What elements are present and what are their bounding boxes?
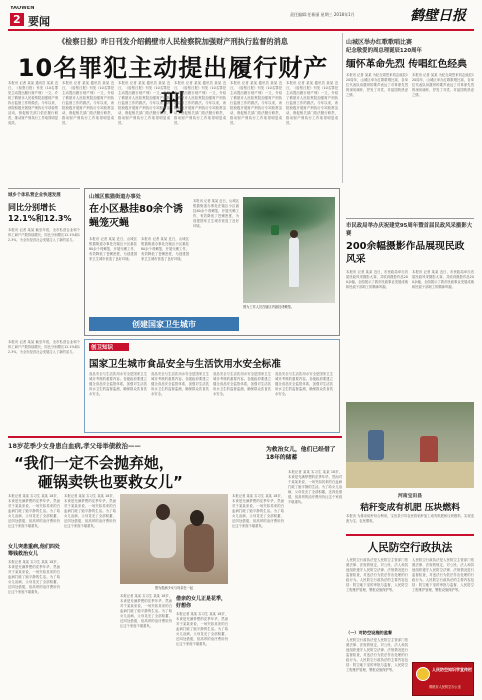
defense-headline: 人民防空行政执法 bbox=[367, 542, 453, 554]
patient-head bbox=[156, 504, 170, 520]
farm-worker-2 bbox=[420, 436, 438, 464]
lead-body-col2: 本报讯 记者 某某 通讯员 某某 近日，《检察日报》刊发《10名罪犯主动提出履行财产刑》一文，介绍了鹤壁市人民检察院加强财产刑执行监督工作的做法。今年以来，该院积极开展财产刑执行专项检察活动，督促相关部门依法履行职责，推动财产刑执行工作取得明显成效。 bbox=[62, 81, 114, 125]
patient-figure bbox=[150, 518, 176, 558]
lead-story bbox=[8, 33, 338, 183]
bottom-kicker: 18岁花季少女身患白血病,孝父母举债救治—— bbox=[8, 442, 141, 450]
bottom-body-col1: 本报记者 某某 实习生 某某 18岁，本该是充满梦想的花季年华，然而对于某某来说，一场突如其来的白血病打破了她平静的生活。为了给女儿治病，父母花光了全部积蓄，还四处借债，但高昂的治疗费用仍让这个家庭不堪重负。 bbox=[8, 494, 60, 528]
lead-headline: 10名罪犯主动提出履行财产刑 bbox=[17, 54, 329, 117]
right-top-body-col1: 本报讯 记者 某某 为纪念周恩来同志诞辰120周年，山城区举办红歌歌唱比赛，各单位代表队用激昂的歌声表达了对革命先烈的深切缅怀，抒发了对党、对祖国的热爱之情。 bbox=[346, 73, 408, 97]
wall-body-col3: 本报讯 记者 某某 近日，山城区熊猫街道办事处在辖区小区悬挂80余个诱蝇笼，开展灭蝇工作，有效降低了苍蝇密度，为创建国家卫生城市营造了良好环境。 bbox=[193, 199, 239, 228]
bottom-photo-caption: 图为患病少女与母亲在一起 bbox=[154, 586, 194, 590]
defense-section-1: （一）对防空设施的监督 bbox=[346, 630, 393, 635]
right-top-body-col2: 本报讯 记者 某某 为纪念周恩来同志诞辰120周年，山城区举办红歌歌唱比赛，各单位代表队用激昂的歌声表达了对革命先烈的深切缅怀，抒发了对党、对祖国的热爱之情。 bbox=[412, 73, 474, 97]
lead-body-col1: 本报讯 记者 某某 通讯员 某某 近日，《检察日报》刊发《10名罪犯主动提出履行财产刑》一文，介绍了鹤壁市人民检察院加强财产刑执行监督工作的做法。今年以来，该院积极开展财产刑执行专项检察活动，督促相关部门依法履行职责，推动财产刑执行工作取得明显成效。 bbox=[8, 81, 58, 125]
bottom-body-col3: 本报记者 某某 实习生 某某 18岁，本该是充满梦想的花季年华，然而对于某某来说，一场突如其来的白血病打破了她平静的生活。为了给女儿治病，父母花光了全部积蓄，还四处借债，但高昂的治疗费用仍让这个家庭不堪重负。 bbox=[120, 594, 172, 628]
bottom-headline-2: 砸锅卖铁也要救女儿” bbox=[38, 473, 183, 491]
hygiene-body-col1: 食品安全与生活饮用水安全是国家卫生城市考核的重要内容。各级政府要建立健全食品安全监管体系，加强对生活饮用水卫生的监督监测，确保群众饮食饮水安全。 bbox=[89, 372, 147, 396]
paper-name: 鹤壁日报 bbox=[410, 8, 466, 24]
farm-kicker: 河南宝田县 bbox=[398, 494, 422, 499]
farm-story bbox=[346, 402, 474, 532]
farm-photo bbox=[346, 402, 474, 488]
bottom-photo bbox=[120, 494, 228, 584]
growth-story bbox=[8, 188, 80, 338]
wall-body-col1: 本报讯 记者 某某 近日，山城区熊猫街道办事处在辖区小区悬挂80余个诱蝇笼，开展灭蝇工作，有效降低了苍蝇密度，为创建国家卫生城市营造了良好环境。 bbox=[89, 237, 137, 261]
worker-figure bbox=[289, 237, 299, 287]
lead-body-col5: 本报讯 记者 某某 通讯员 某某 近日，《检察日报》刊发《10名罪犯主动提出履行财产刑》一文，介绍了鹤壁市人民检察院加强财产刑执行监督工作的做法。今年以来，该院积极开展财产刑执行专项检察活动，督促相关部门依法履行职责，推动财产刑执行工作取得明显成效。 bbox=[230, 81, 282, 125]
poster-sub: 鹤壁市人民防空办公室 bbox=[429, 685, 461, 689]
banner-text: 创建国家卫生城市 bbox=[132, 320, 196, 329]
column-divider bbox=[342, 33, 343, 183]
hygiene-body-col4: 食品安全与生活饮用水安全是国家卫生城市考核的重要内容。各级政府要建立健全食品安全监管体系，加强对生活饮用水卫生的监督监测，确保群众饮食饮水安全。 bbox=[275, 372, 333, 396]
poster-emblem bbox=[416, 667, 430, 681]
bottom-body-col6: 本报记者 某某 实习生 某某 18岁，本该是充满梦想的花季年华，然而对于某某来说，一场突如其来的白血病打破了她平静的生活。为了给女儿治病，父母花光了全部积蓄，还四处借债，但高昂的治疗费用仍让这个家庭不堪重负。 bbox=[288, 470, 342, 504]
mother-figure bbox=[184, 524, 214, 572]
farm-headline: 秸秆变成有机肥 压块燃料 bbox=[360, 503, 460, 513]
lead-body-col4: 本报讯 记者 某某 通讯员 某某 近日，《检察日报》刊发《10名罪犯主动提出履行财产刑》一文，介绍了鹤壁市人民检察院加强财产刑执行监督工作的做法。今年以来，该院积极开展财产刑执行专项检察活动，督促相关部门依法履行职责，推动财产刑执行工作取得明显成效。 bbox=[174, 81, 226, 125]
growth-kicker: 城乡个体私营企业快速发展 bbox=[8, 193, 61, 198]
logo-small: YAOWEN bbox=[10, 6, 35, 11]
hygiene-body-col3: 食品安全与生活饮用水安全是国家卫生城市考核的重要内容。各级政府要建立健全食品安全监管体系，加强对生活饮用水卫生的监督监测，确保群众饮食饮水安全。 bbox=[213, 372, 271, 396]
hygiene-body-col2: 食品安全与生活饮用水安全是国家卫生城市考核的重要内容。各级政府要建立健全食品安全监管体系，加强对生活饮用水卫生的监督监测，确保群众饮食饮水安全。 bbox=[151, 372, 209, 396]
fly-trap bbox=[271, 225, 279, 235]
growth-body: 本报讯 记者 某某 截至年底，全市私营企业和个体工商户户数持续增长，同比分别增长12.1%和12.3%，为全市经济社会发展注入了新的活力。 bbox=[8, 228, 80, 242]
bottom-subhead-2: 借亲的女儿正是花季，好想你 bbox=[176, 596, 227, 609]
bottom-body-col5: 本报记者 某某 实习生 某某 18岁，本该是充满梦想的花季年华，然而对于某某来说，一场突如其来的白血病打破了她平静的生活。为了给女儿治病，父母花光了全部积蓄，还四处借债，但高昂的治疗费用仍让这个家庭不堪重负。 bbox=[232, 494, 284, 528]
right-top-story bbox=[346, 33, 474, 213]
tree-shape bbox=[243, 197, 335, 237]
wall-banner bbox=[89, 317, 239, 331]
bottom-body-col2: 本报记者 某某 实习生 某某 18岁，本该是充满梦想的花季年华，然而对于某某来说，一场突如其来的白血病打破了她平静的生活。为了给女儿治病，父母花光了全部积蓄，还四处借债，但高昂的治疗费用仍让这个家庭不堪重负。 bbox=[64, 494, 116, 528]
date-line: 责任编辑:任新丽 星期三 2018年1月 bbox=[290, 12, 355, 17]
bottom-subhead-1: 女儿突患重病,他们四处筹钱救治女儿 bbox=[8, 544, 60, 557]
mother-head bbox=[190, 510, 204, 526]
lead-body-col6: 本报讯 记者 某某 通讯员 某某 近日，《检察日报》刊发《10名罪犯主动提出履行财产刑》一文，介绍了鹤壁市人民检察院加强财产刑执行监督工作的做法。今年以来，该院积极开展财产刑执行专项检察活动，督促相关部门依法履行职责，推动财产刑执行工作取得明显成效。 bbox=[286, 81, 338, 125]
right-top-headline: 缅怀革命先烈 传唱红色经典 bbox=[346, 59, 467, 70]
worker-head bbox=[290, 230, 298, 238]
lead-kicker: 《检察日报》昨日刊发介绍鹤壁市人民检察院加强财产刑执行监督的消息 bbox=[57, 37, 288, 46]
masthead bbox=[0, 0, 482, 30]
wall-photo-caption: 图为工作人员在辖区内悬挂诱蝇笼。 bbox=[243, 305, 294, 309]
defense-poster bbox=[412, 662, 474, 696]
right-middle-body-col1: 本报讯 记者 某某 近日，市民政局举办首届民政风采摄影大赛，共收到摄影作品200余幅，全面展示了我市民政事业发展成就和民政干部职工的精神风貌。 bbox=[346, 270, 408, 289]
straw-pile bbox=[346, 462, 474, 488]
bottom-body-col1b: 本报记者 某某 实习生 某某 18岁，本该是充满梦想的花季年华，然而对于某某来说，一场突如其来的白血病打破了她平静的生活。为了给女儿治病，父母花光了全部积蓄，还四处借债，但高昂的治疗费用仍让这个家庭不堪重负。 bbox=[8, 560, 60, 594]
hygiene-tag: 创卫知识 bbox=[91, 345, 114, 351]
right-middle-story bbox=[346, 218, 474, 400]
wall-kicker: 山城区熊猫街道办事处 bbox=[89, 194, 141, 200]
bottom-headline-1: “我们一定不会抛弃她， bbox=[14, 454, 174, 472]
wall-headline: 在小区悬挂80余个诱蝇笼灭蝇 bbox=[89, 204, 183, 229]
defense-section bbox=[346, 534, 474, 698]
defense-body-col2: 人民防空行政执法是人民防空主管部门依照法律、法规的规定，对公民、法人和其他组织遵守人民防空法律、法规情况进行监督检查，对违法行为依法作出处理的行政行为。人民防空行政执法的主要内容包括：防空地下室的审批与监督，人民防空工程维护管理，警报设施保护等。 bbox=[412, 558, 474, 592]
right-middle-body-col2: 本报讯 记者 某某 近日，市民政局举办首届民政风采摄影大赛，共收到摄影作品200余幅，全面展示了我市民政事业发展成就和民政干部职工的精神风貌。 bbox=[412, 270, 474, 289]
wall-photo bbox=[243, 197, 335, 303]
growth-headline: 同比分别增长12.1%和12.3% bbox=[8, 203, 72, 223]
wall-body-col2: 本报讯 记者 某某 近日，山城区熊猫街道办事处在辖区小区悬挂80余个诱蝇笼，开展灭蝇工作，有效降低了苍蝇密度，为创建国家卫生城市营造了良好环境。 bbox=[141, 237, 189, 261]
right-middle-kicker: 市民政局举办庆祝建党95周年暨首届民政风采摄影大赛 bbox=[346, 223, 473, 237]
wall-story-box bbox=[84, 188, 340, 336]
bottom-story bbox=[8, 436, 342, 698]
poster-title: 人民防空知识学宣传栏 bbox=[432, 667, 472, 672]
lead-body-col3: 本报讯 记者 某某 通讯员 某某 近日，《检察日报》刊发《10名罪犯主动提出履行财产刑》一文，介绍了鹤壁市人民检察院加强财产刑执行监督工作的做法。今年以来，该院积极开展财产刑执行专项检察活动，督促相关部门依法履行职责，推动财产刑执行工作取得明显成效。 bbox=[118, 81, 170, 125]
right-middle-headline: 200余幅摄影作品展现民政风采 bbox=[346, 241, 465, 265]
section-title: 要闻 bbox=[28, 15, 50, 28]
defense-body-col1: 人民防空行政执法是人民防空主管部门依照法律、法规的规定，对公民、法人和其他组织遵守人民防空法律、法规情况进行监督检查，对违法行为依法作出处理的行政行为。人民防空行政执法的主要内容包括：防空地下室的审批与监督，人民防空工程维护管理，警报设施保护等。 bbox=[346, 558, 408, 592]
bottom-side-headline: 为救治女儿，他们已经借了18年的储蓄 bbox=[266, 447, 336, 461]
hygiene-box bbox=[84, 339, 340, 433]
growth-body-lower: 本报讯 记者 某某 截至年底，全市私营企业和个体工商户户数持续增长，同比分别增长12.1%和12.3%，为全市经济社会发展注入了新的活力。 bbox=[8, 340, 80, 354]
right-top-kicker: 山城区举办红歌歌唱比赛 bbox=[346, 39, 413, 46]
right-top-subkicker: 纪念敬爱的周总理诞辰120周年 bbox=[346, 48, 422, 54]
farm-body: 本报讯 为推动秸秆综合利用，宝田县引导农民将秸秆加工成有机肥和压块燃料，实现变废为宝，农民增收。 bbox=[346, 514, 474, 523]
farm-worker-1 bbox=[368, 430, 384, 460]
hygiene-headline: 国家卫生城市食品安全与生活饮用水安全标准 bbox=[89, 359, 281, 370]
defense-body-col1b: 人民防空行政执法是人民防空主管部门依照法律、法规的规定，对公民、法人和其他组织遵守人民防空法律、法规情况进行监督检查，对违法行为依法作出处理的行政行为。人民防空行政执法的主要内容包括：防空地下室的审批与监督，人民防空工程维护管理，警报设施保护等。 bbox=[346, 638, 408, 672]
page-number: 2 bbox=[13, 13, 21, 26]
masthead-rule bbox=[8, 29, 474, 31]
bottom-body-col4: 本报记者 某某 实习生 某某 18岁，本该是充满梦想的花季年华，然而对于某某来说，一场突如其来的白血病打破了她平静的生活。为了给女儿治病，父母花光了全部积蓄，还四处借债，但高昂的治疗费用仍让这个家庭不堪重负。 bbox=[176, 612, 228, 646]
